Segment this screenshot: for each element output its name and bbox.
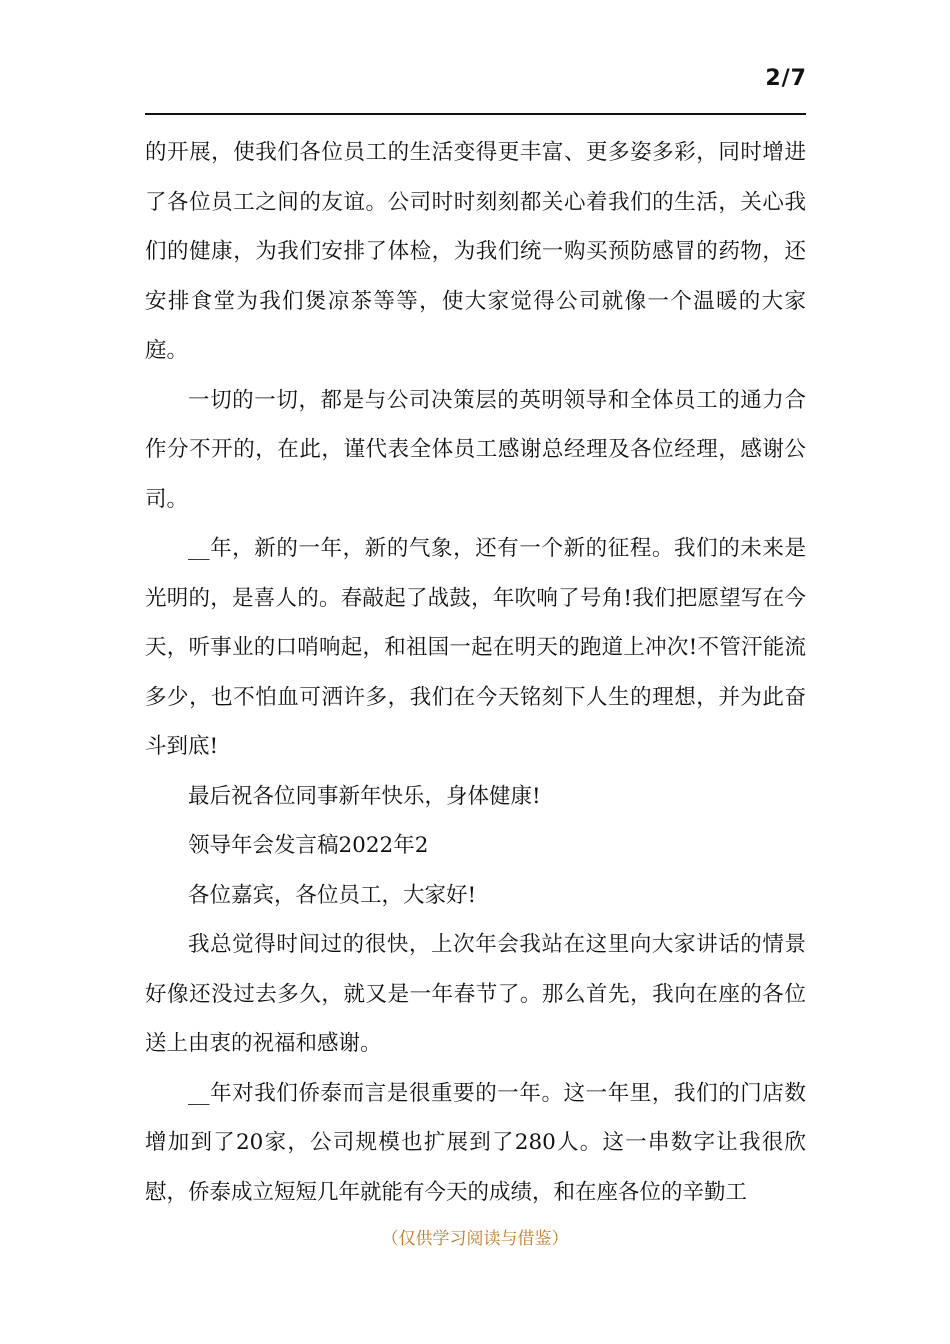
greeting-line: 各位嘉宾，各位员工，大家好! <box>188 882 477 908</box>
paragraph: __年对我们侨泰而言是很重要的一年。这一年里，我们的门店数增加到了20家，公司规模也扩展到了280人。这一串数字让我很欣慰，侨泰成立短短几年就能有今天的成绩，和在座各位的辛勤工 <box>145 1080 806 1205</box>
paragraph: 的开展，使我们各位员工的生活变得更丰富、更多姿多彩，同时增进了各位员工之间的友谊。公司时时刻刻都关心着我们的生活，关心我们的健康，为我们安排了体检，为我们统一购买预防感冒的药物，还安排食堂为我们煲凉茶等等，使大家觉得公司就像一个温暖的大家庭。 <box>145 140 806 363</box>
paragraph: 我总觉得时间过的很快，上次年会我站在这里向大家讲话的情景好像还没过去多久，就又是一年春节了。那么首先，我向在座的各位送上由衷的祝福和感谢。 <box>145 932 806 1056</box>
paragraph: 最后祝各位同事新年快乐，身体健康! <box>188 783 541 809</box>
page-number: 2/7 <box>765 66 807 91</box>
header-divider <box>145 113 806 115</box>
paragraph: __年，新的一年，新的气象，还有一个新的征程。我们的未来是光明的，是喜人的。春敲起了战鼓，年吹响了号角!我们把愿望写在今天，听事业的口哨响起，和祖国一起在明天的跑道上冲次!不管汗能流多少，也不怕血可洒许多，我们在今天铭刻下人生的理想，并为此奋斗到底! <box>145 536 806 759</box>
footer-note: （仅供学习阅读与借鉴） <box>381 1229 569 1249</box>
paragraph: 一切的一切，都是与公司决策层的英明领导和全体员工的通力合作分不开的，在此，谨代表全体员工感谢总经理及各位经理，感谢公司。 <box>145 387 806 512</box>
document-body <box>145 128 806 1217</box>
section-title: 领导年会发言稿2022年2 <box>188 833 429 858</box>
